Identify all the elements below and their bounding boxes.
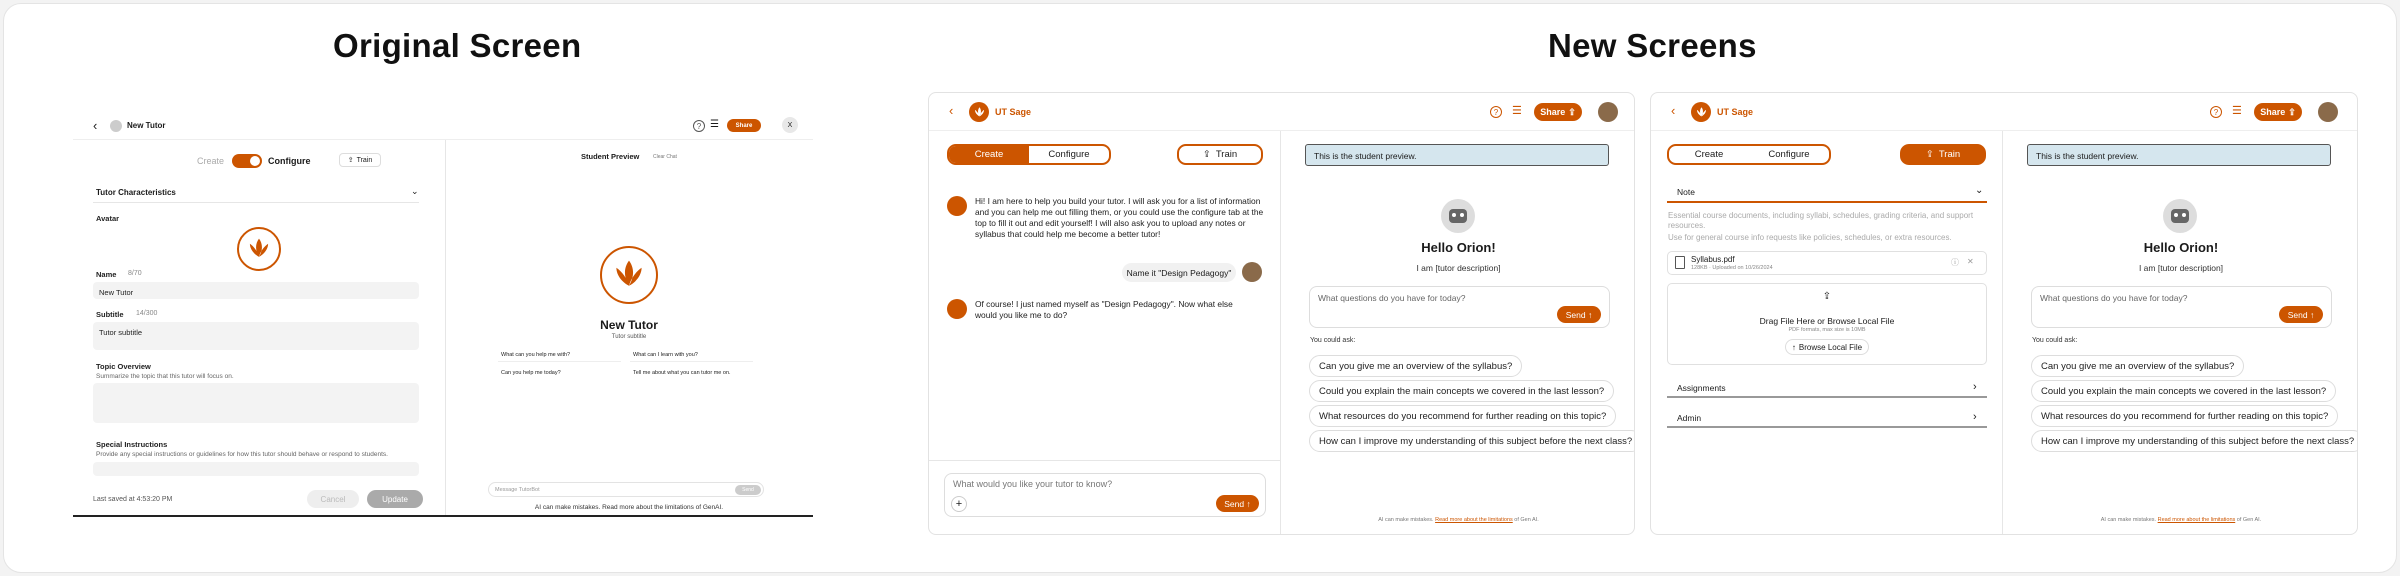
preview-title: Student Preview: [581, 152, 640, 161]
browse-label: Browse Local File: [1798, 342, 1863, 352]
chevron-right-icon[interactable]: ›: [1973, 381, 1977, 393]
suggestion-chip[interactable]: What can you help me with?: [498, 349, 621, 362]
upload-icon: ⇪: [347, 157, 354, 164]
back-icon[interactable]: ‹: [93, 118, 98, 133]
suggestion-chip[interactable]: What resources do you recommend for further reading on this topic?: [2031, 405, 2338, 427]
section-title: Tutor Characteristics: [96, 188, 176, 197]
section-divider: [93, 202, 419, 203]
train-label: Train: [356, 156, 373, 164]
suggestion-chip[interactable]: What resources do you recommend for further reading on this topic?: [1309, 405, 1616, 427]
mode-toggle[interactable]: [947, 144, 1111, 165]
pdf-file-icon: [1675, 256, 1685, 269]
footer-prefix: AI can make mistakes.: [2100, 517, 2157, 523]
mode-toggle[interactable]: [1667, 144, 1831, 165]
original-screen: [73, 112, 813, 517]
add-attachment-icon[interactable]: +: [951, 496, 967, 512]
create-toggle-label[interactable]: Create: [197, 156, 225, 166]
bot-message: Of course! I just named myself as "Design Pedagogy". Now what else would you like me to do?: [975, 299, 1233, 320]
note-underline: [1667, 201, 1987, 203]
train-button[interactable]: [1177, 144, 1263, 165]
preview-banner: This is the student preview.: [2027, 144, 2331, 166]
share-button[interactable]: [2254, 103, 2302, 121]
share-icon: ⇪: [2288, 106, 2296, 117]
admin-underline: [1667, 426, 1987, 428]
upload-icon: ⇪: [1822, 291, 1832, 302]
section-admin[interactable]: Admin: [1677, 413, 1702, 423]
preview-banner: This is the student preview.: [1305, 144, 1609, 166]
configure-toggle-label[interactable]: Configure: [268, 156, 311, 166]
send-button[interactable]: Send: [735, 485, 761, 495]
suggestion-chip[interactable]: Can you help me today?: [501, 370, 561, 376]
special-label: Special Instructions: [96, 440, 168, 449]
subtitle-count: 14/300: [136, 310, 158, 317]
suggestion-chip[interactable]: Can you give me an overview of the syllabus?: [1309, 355, 1522, 377]
menu-icon[interactable]: ☰: [2232, 105, 2242, 117]
remove-file-icon[interactable]: ✕: [1967, 257, 1974, 266]
limitations-link[interactable]: Read more about the limitations: [2157, 517, 2236, 523]
menu-icon[interactable]: ☰: [1512, 105, 1522, 117]
clear-chat-link[interactable]: Clear Chat: [653, 154, 677, 160]
note-use: Use for general course info requests like policies, schedules, or extra resources.: [1668, 233, 1952, 242]
bot-avatar-icon: [947, 196, 967, 216]
note-title: Note: [1677, 187, 1695, 197]
composer-input[interactable]: What would you like your tutor to know?: [953, 479, 1113, 489]
send-button[interactable]: Send ↑: [1557, 306, 1601, 323]
tab-create[interactable]: Create: [1694, 149, 1724, 160]
tutor-description: I am [tutor description]: [1416, 263, 1501, 273]
divider: [2002, 131, 2003, 535]
chevron-up-icon[interactable]: ⌄: [1975, 185, 1984, 196]
topic-field[interactable]: [93, 383, 419, 423]
suggestion-chip[interactable]: How can I improve my understanding of this subject before the next class?: [2031, 430, 2358, 452]
send-label: Send: [1224, 498, 1245, 509]
tab-create[interactable]: Create: [949, 146, 1029, 163]
share-label: Share: [1540, 107, 1566, 117]
composer-divider: [929, 460, 1280, 461]
new-screen-train: [1650, 92, 2358, 535]
limitations-link[interactable]: Read more about the limitations: [1435, 517, 1513, 523]
menu-icon[interactable]: ☰: [710, 119, 719, 130]
help-icon[interactable]: ?: [693, 120, 705, 132]
avatar-logo[interactable]: [237, 227, 281, 271]
tutor-avatar-icon: [110, 120, 122, 132]
message-input[interactable]: Message TutorBot: [488, 482, 764, 497]
robot-avatar-icon: [2163, 199, 2197, 233]
last-saved: Last saved at 4:53:20 PM: [93, 496, 173, 503]
browse-button[interactable]: [1785, 339, 1869, 355]
share-icon: ⇪: [1568, 106, 1576, 117]
user-avatar[interactable]: [2318, 102, 2338, 122]
help-icon[interactable]: ?: [2210, 106, 2222, 118]
special-help: Provide any special instructions or guidelines for how this tutor should behave or respond to students.: [96, 451, 388, 458]
special-field[interactable]: [93, 462, 419, 476]
heading-original: Original Screen: [333, 27, 582, 64]
drag-text: Drag File Here or Browse Local File: [1759, 316, 1895, 326]
bot-message: Hi! I am here to help you build your tutor. I will ask you for a list of information and you can help me out filling them, or you could use the configure tab at the top to fill it out and edit yourself! I will also ask you to upload any notes or syllabus that could help me become a better tutor!: [975, 196, 1264, 239]
tab-configure[interactable]: Configure: [1768, 149, 1810, 160]
robot-avatar-icon: [1441, 199, 1475, 233]
cancel-button[interactable]: Cancel: [307, 490, 359, 508]
could-ask-label: You could ask:: [2032, 337, 2078, 344]
top-bar: [1651, 93, 2358, 131]
new-screen-create: [928, 92, 1635, 535]
train-label: Train: [1215, 149, 1238, 160]
assignments-underline: [1667, 396, 1987, 398]
tutor-description: I am [tutor description]: [2138, 263, 2224, 273]
hello-title: Hello Orion!: [2143, 240, 2219, 255]
subtitle-label: Subtitle: [96, 310, 124, 319]
bot-avatar-icon: [947, 299, 967, 319]
suggestion-chip[interactable]: What can I learn with you?: [630, 349, 753, 362]
suggestion-chip[interactable]: Could you explain the main concepts we covered in the last lesson?: [2031, 380, 2336, 402]
help-icon[interactable]: ?: [1490, 106, 1502, 118]
footer-suffix: of Gen AI.: [1514, 517, 1539, 523]
note-text: Essential course documents, including syllabi, schedules, grading criteria, and support resources.: [1668, 211, 1974, 230]
user-message: Name it "Design Pedagogy": [1122, 263, 1236, 282]
footer-prefix: AI can make mistakes.: [1378, 517, 1434, 523]
name-count: 8/70: [128, 270, 142, 277]
heading-new: New Screens: [1548, 27, 1757, 64]
suggestion-chip[interactable]: How can I improve my understanding of this subject before the next class?: [1309, 430, 1635, 452]
section-assignments[interactable]: Assignments: [1677, 383, 1726, 393]
share-button[interactable]: Share: [727, 119, 761, 132]
name-field[interactable]: New Tutor: [93, 282, 419, 299]
send-button[interactable]: Send ↑: [1216, 495, 1259, 512]
info-icon[interactable]: ⓘ: [1951, 258, 1959, 267]
close-button[interactable]: X: [782, 117, 798, 133]
page-title: New Tutor: [127, 121, 166, 130]
file-name: Syllabus.pdf: [1691, 255, 1735, 264]
subtitle-field[interactable]: Tutor subtitle: [93, 322, 419, 350]
chevron-right-icon[interactable]: ›: [1973, 411, 1977, 423]
name-label: Name: [96, 270, 117, 279]
topic-help: Summarize the topic that this tutor will focus on.: [96, 373, 234, 380]
upload-icon: ⇪: [1925, 149, 1934, 160]
avatar-label: Avatar: [96, 214, 120, 223]
train-button[interactable]: [339, 153, 381, 167]
question-input[interactable]: What questions do you have for today?: [1309, 286, 1610, 328]
send-label: Send: [1565, 309, 1586, 320]
chevron-down-icon[interactable]: ⌄: [411, 186, 419, 196]
drag-subtext: PDF formats, max size is 10MB: [1788, 327, 1866, 333]
update-button[interactable]: Update: [367, 490, 423, 508]
divider: [1280, 131, 1281, 535]
user-avatar: [1242, 262, 1262, 282]
suggestion-chip[interactable]: Can you give me an overview of the syllabus?: [2031, 355, 2244, 377]
upload-icon: ⇪: [1202, 149, 1211, 160]
ut-sage-logo-icon: [969, 102, 989, 122]
hello-title: Hello Orion!: [1421, 240, 1496, 255]
back-icon[interactable]: ‹: [1671, 103, 1676, 118]
suggestion-chip[interactable]: Tell me about what you can tutor me on.: [633, 370, 731, 376]
ut-sage-logo-icon: [1691, 102, 1711, 122]
question-input[interactable]: What questions do you have for today?: [2031, 286, 2332, 328]
app-name: UT Sage: [995, 107, 1032, 117]
preview-tutor-subtitle: Tutor subtitle: [611, 334, 647, 340]
footer-disclaimer: [1281, 517, 1635, 523]
footer-disclaimer: [2003, 517, 2358, 523]
preview-tutor-name: New Tutor: [600, 318, 658, 332]
top-bar: [929, 93, 1635, 131]
share-button[interactable]: [1534, 103, 1582, 121]
preview-logo: [600, 246, 658, 304]
send-button[interactable]: Send ↑: [2279, 306, 2323, 323]
share-label: Share: [2260, 107, 2286, 117]
train-button[interactable]: [1900, 144, 1986, 165]
back-icon[interactable]: ‹: [949, 103, 954, 118]
topic-label: Topic Overview: [96, 362, 151, 371]
train-label: Train: [1938, 149, 1961, 160]
user-avatar[interactable]: [1598, 102, 1618, 122]
file-meta: 128KB · Uploaded on 10/26/2024: [1691, 265, 1773, 271]
footer-suffix: of Gen AI.: [2236, 517, 2262, 523]
suggestion-chip[interactable]: Could you explain the main concepts we covered in the last lesson?: [1309, 380, 1614, 402]
arrow-up-icon: ↑: [1791, 342, 1796, 352]
tab-configure[interactable]: Configure: [1048, 149, 1090, 160]
disclaimer: AI can make mistakes. Read more about the limitations of GenAI.: [534, 504, 724, 511]
could-ask-label: You could ask:: [1310, 337, 1356, 344]
send-label: Send: [2287, 309, 2308, 320]
app-name: UT Sage: [1717, 107, 1754, 117]
mode-toggle-switch[interactable]: [232, 154, 262, 168]
